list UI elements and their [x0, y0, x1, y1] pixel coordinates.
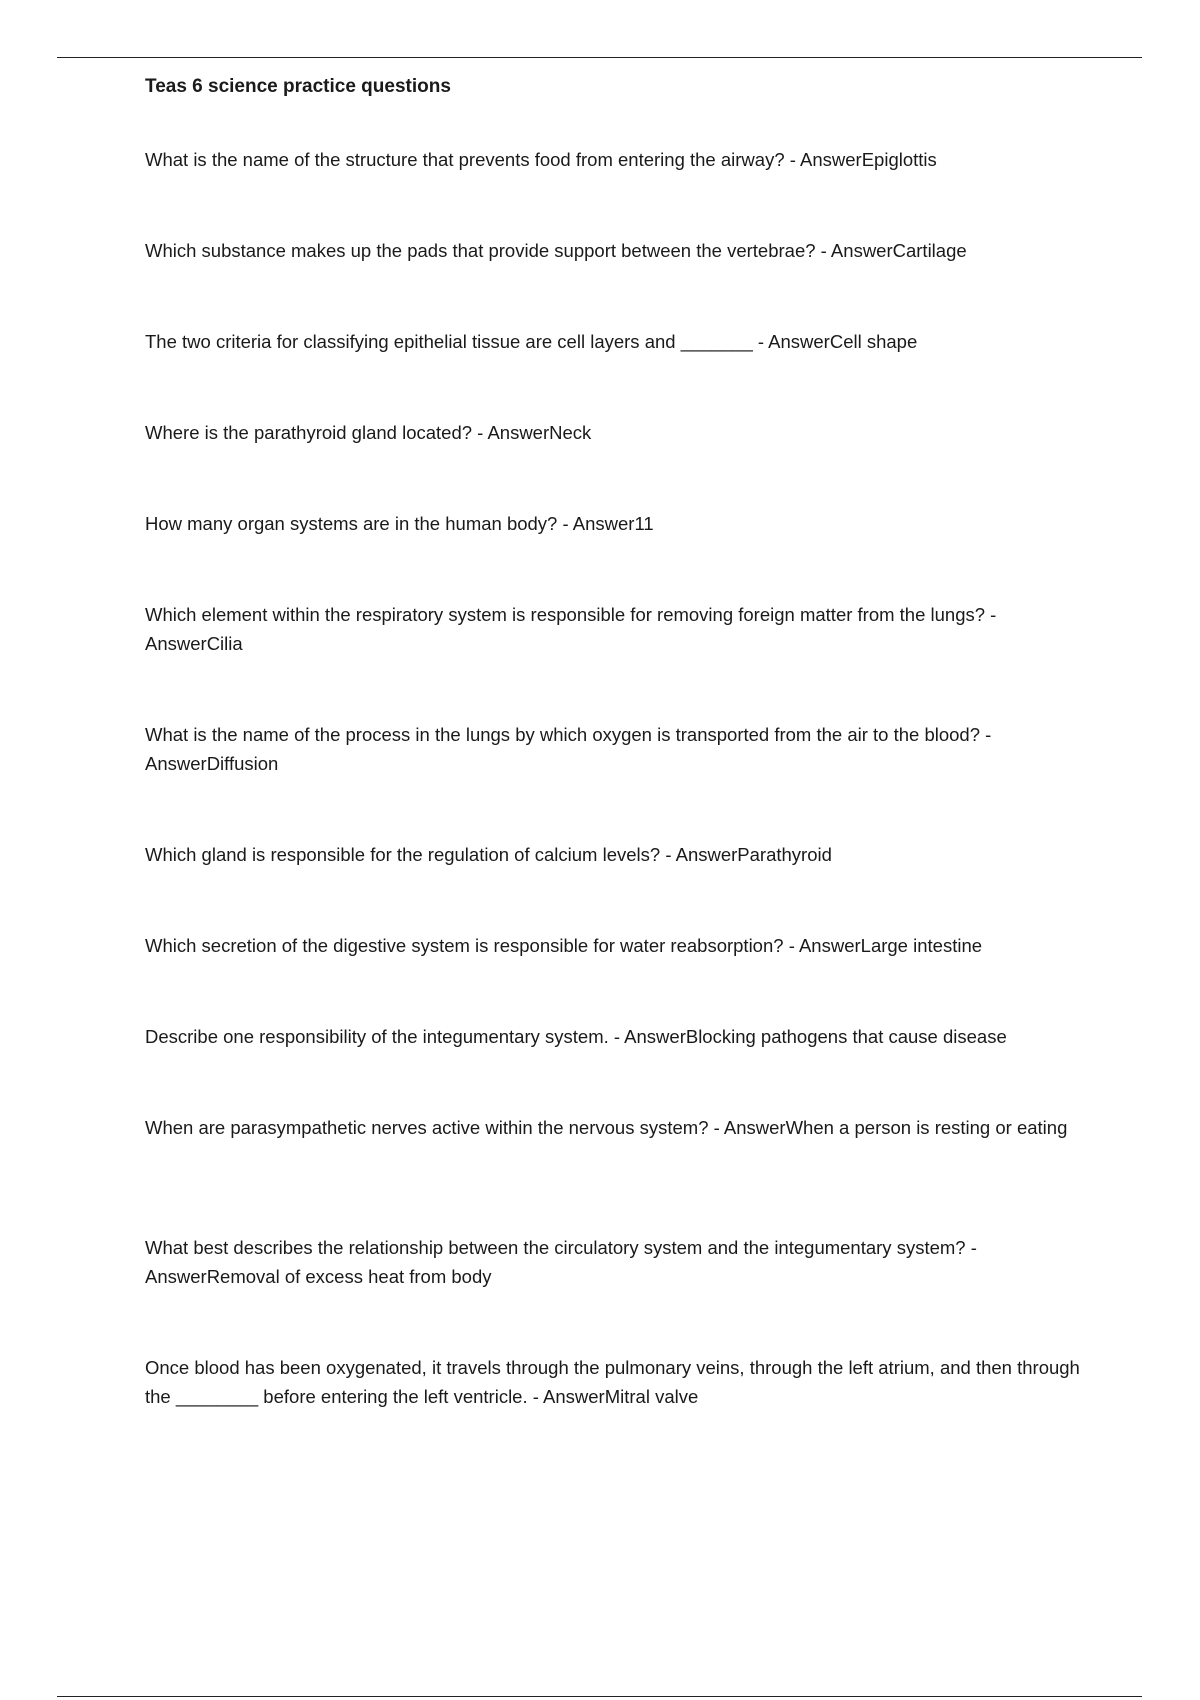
qa-item-9: Which secretion of the digestive system is responsible for water reabsorption? - AnswerLarge intestine [145, 935, 983, 956]
qa-item-3: The two criteria for classifying epithelial tissue are cell layers and _______ - AnswerCell shape [145, 331, 918, 352]
qa-item-1: What is the name of the structure that prevents food from entering the airway? - AnswerEpiglottis [145, 149, 937, 170]
footer-rule [57, 1696, 1142, 1697]
header-rule [57, 57, 1142, 58]
qa-item-13: Once blood has been oxygenated, it travels through the pulmonary veins, through the left atrium, and then through the ________ before entering the left ventricle. - AnswerMitral valve [145, 1357, 1085, 1407]
qa-item-11: When are parasympathetic nerves active within the nervous system? - AnswerWhen a person is resting or eating [145, 1117, 1068, 1138]
qa-item-6: Which element within the respiratory system is responsible for removing foreign matter from the lungs? - AnswerCilia [145, 604, 1001, 654]
qa-item-12: What best describes the relationship between the circulatory system and the integumentary system? - AnswerRemoval of excess heat from body [145, 1237, 982, 1287]
qa-item-5: How many organ systems are in the human body? - Answer11 [145, 513, 654, 534]
qa-item-4: Where is the parathyroid gland located? - AnswerNeck [145, 422, 592, 443]
qa-item-8: Which gland is responsible for the regulation of calcium levels? - AnswerParathyroid [145, 844, 832, 865]
document-title: Teas 6 science practice questions [145, 76, 451, 97]
qa-item-7: What is the name of the process in the lungs by which oxygen is transported from the air to the blood? - AnswerDiffusion [145, 724, 996, 774]
qa-item-2: Which substance makes up the pads that provide support between the vertebrae? - AnswerCartilage [145, 240, 967, 261]
qa-item-10: Describe one responsibility of the integumentary system. - AnswerBlocking pathogens that cause disease [145, 1026, 1007, 1047]
